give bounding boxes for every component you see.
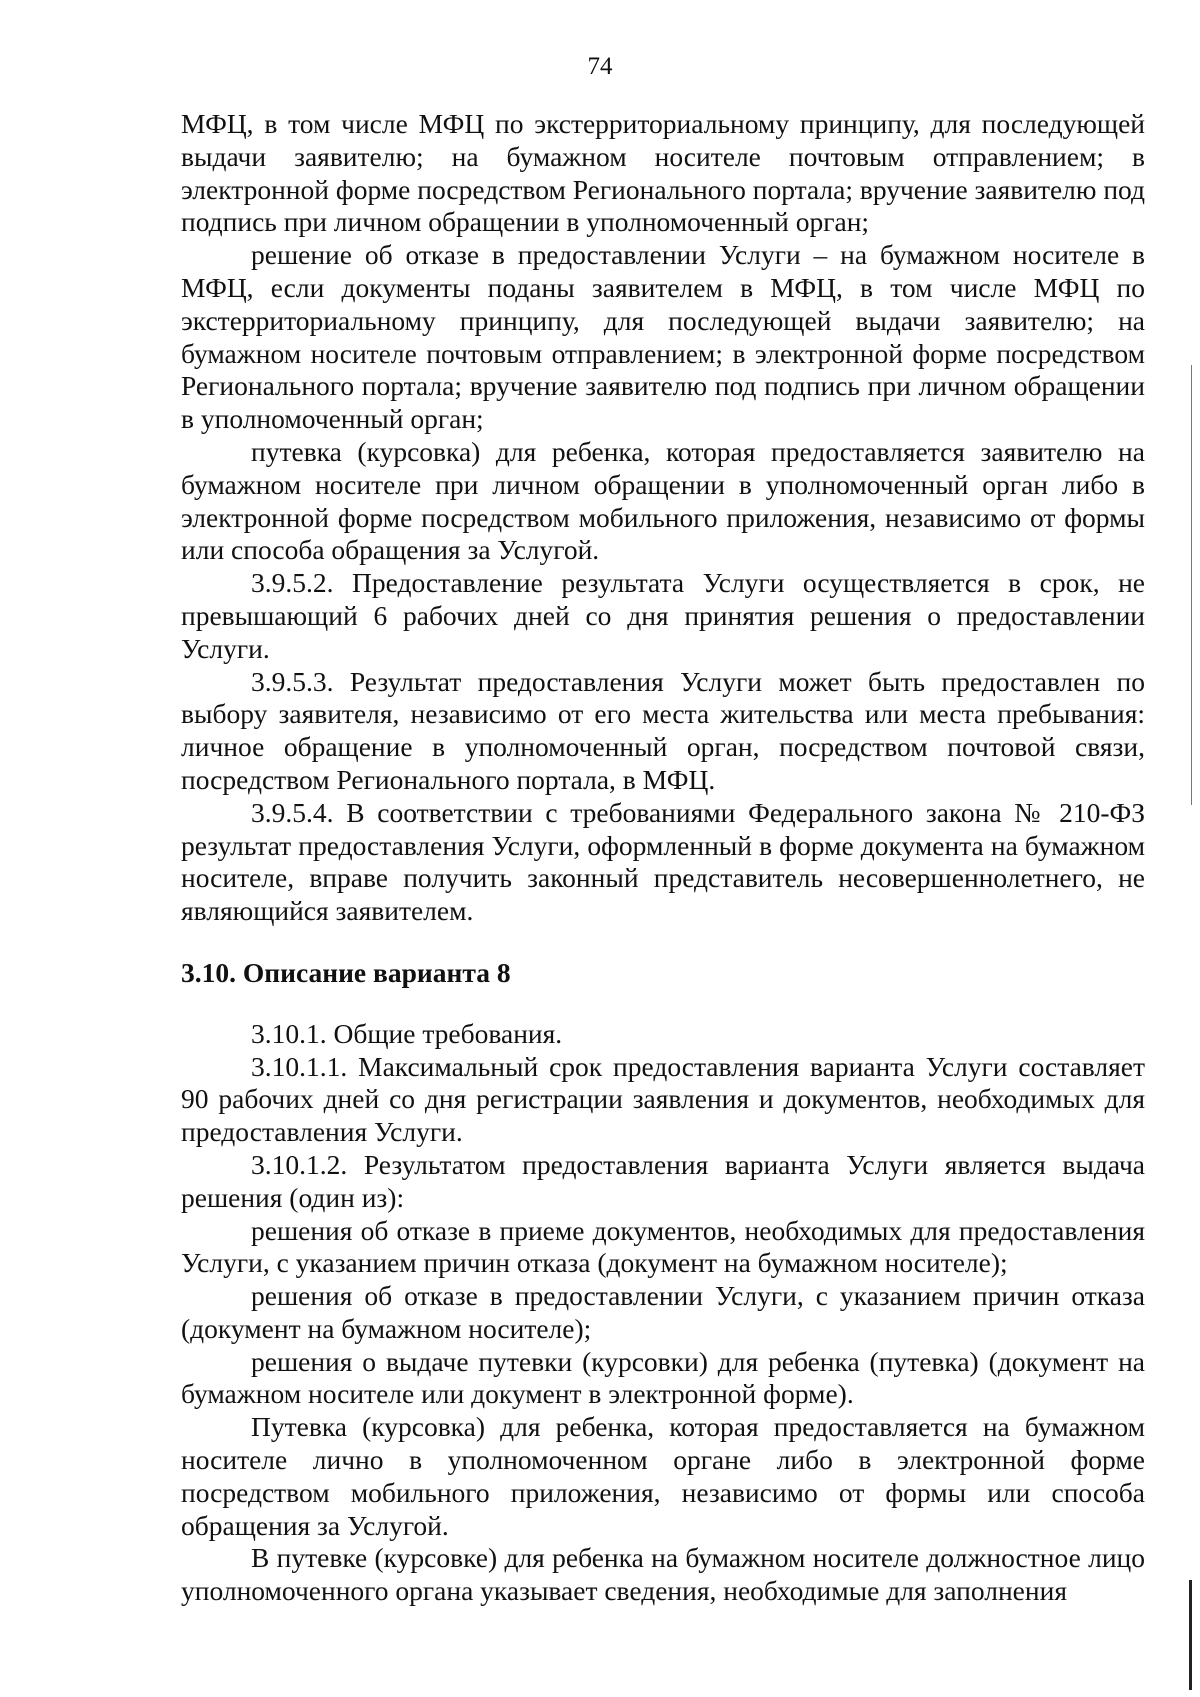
document-body	[181, 108, 1145, 1608]
list-item-voucher-issue: решения о выдаче путевки (курсовки) для ребенка (путевка) (документ на бумажном носителе или документ в электронной форме).	[181, 1345, 1145, 1410]
scan-edge-mark-top	[1191, 365, 1192, 805]
paragraph-voucher-delivery: Путевка (курсовка) для ребенка, которая предоставляется на бумажном носителе лично в уполномоченном органе либо в электронной форме посредством мобильного приложения, независимо от формы или способа обращения за Услугой.	[181, 1411, 1145, 1541]
scan-edge-mark-bottom	[1189, 1580, 1192, 1690]
paragraph-voucher-fill: В путевке (курсовке) для ребенка на бумажном носителе должностное лицо уполномоченного органа указывает сведения, необходимые для заполнения	[181, 1542, 1145, 1607]
paragraph-continuation: МФЦ, в том числе МФЦ по экстерриториальному принципу, для последующей выдачи заявителю; на бумажном носителе почтовым отправлением; в электронной форме посредством Регионального портала; вручение заявителю под подпись при личном обращении в уполномоченный орган;	[181, 108, 1145, 238]
paragraph-3-9-5-2: 3.9.5.2. Предоставление результата Услуги осуществляется в срок, не превышающий 6 рабочих дней со дня принятия решения о предоставлении Услуги.	[181, 567, 1145, 664]
list-item-reception-refusal: решения об отказе в приеме документов, необходимых для предоставления Услуги, с указанием причин отказа (документ на бумажном носителе);	[181, 1214, 1145, 1279]
paragraph-3-10-1: 3.10.1. Общие требования.	[251, 1017, 563, 1049]
page-number: 74	[587, 53, 613, 80]
paragraph-3-10-1-1: 3.10.1.1. Максимальный срок предоставления варианта Услуги составляет 90 рабочих дней со дня регистрации заявления и документов, необходимых для предоставления Услуги.	[181, 1050, 1145, 1148]
paragraph-3-9-5-4: 3.9.5.4. В соответствии с требованиями Федерального закона № 210-ФЗ результат предоставления Услуги, оформленный в форме документа на бумажном носителе, вправе получить законный представитель несовершеннолетнего, не являющийся заявителем.	[181, 796, 1145, 927]
section-heading: 3.10. Описание варианта 8	[181, 956, 511, 988]
paragraph-3-9-5-3: 3.9.5.3. Результат предоставления Услуги может быть предоставлен по выбору заявителя, независимо от его места жительства или места пребывания: личное обращение в уполномоченный орган, посредством почтовой связи, посредством Регионального портала, в МФЦ.	[181, 665, 1145, 795]
paragraph-voucher: путевка (курсовка) для ребенка, которая предоставляется заявителю на бумажном носителе при личном обращении в уполномоченный орган либо в электронной форме посредством мобильного приложения, независимо от формы или способа обращения за Услугой.	[181, 435, 1145, 566]
list-item-service-refusal: решения об отказе в предоставлении Услуги, с указанием причин отказа (документ на бумажном носителе);	[181, 1280, 1145, 1344]
paragraph-3-10-1-2: 3.10.1.2. Результатом предоставления варианта Услуги является выдача решения (один из):	[181, 1148, 1145, 1213]
paragraph-refusal-decision: решение об отказе в предоставлении Услуги – на бумажном носителе в МФЦ, если документы поданы заявителем в МФЦ, в том числе МФЦ по экстерриториальному принципу, для последующей выдачи заявителю; на бумажном носителе почтовым отправлением; в электронной форме посредством Регионального портала; вручение заявителю под подпись при личном обращении в уполномоченный орган;	[181, 239, 1145, 435]
